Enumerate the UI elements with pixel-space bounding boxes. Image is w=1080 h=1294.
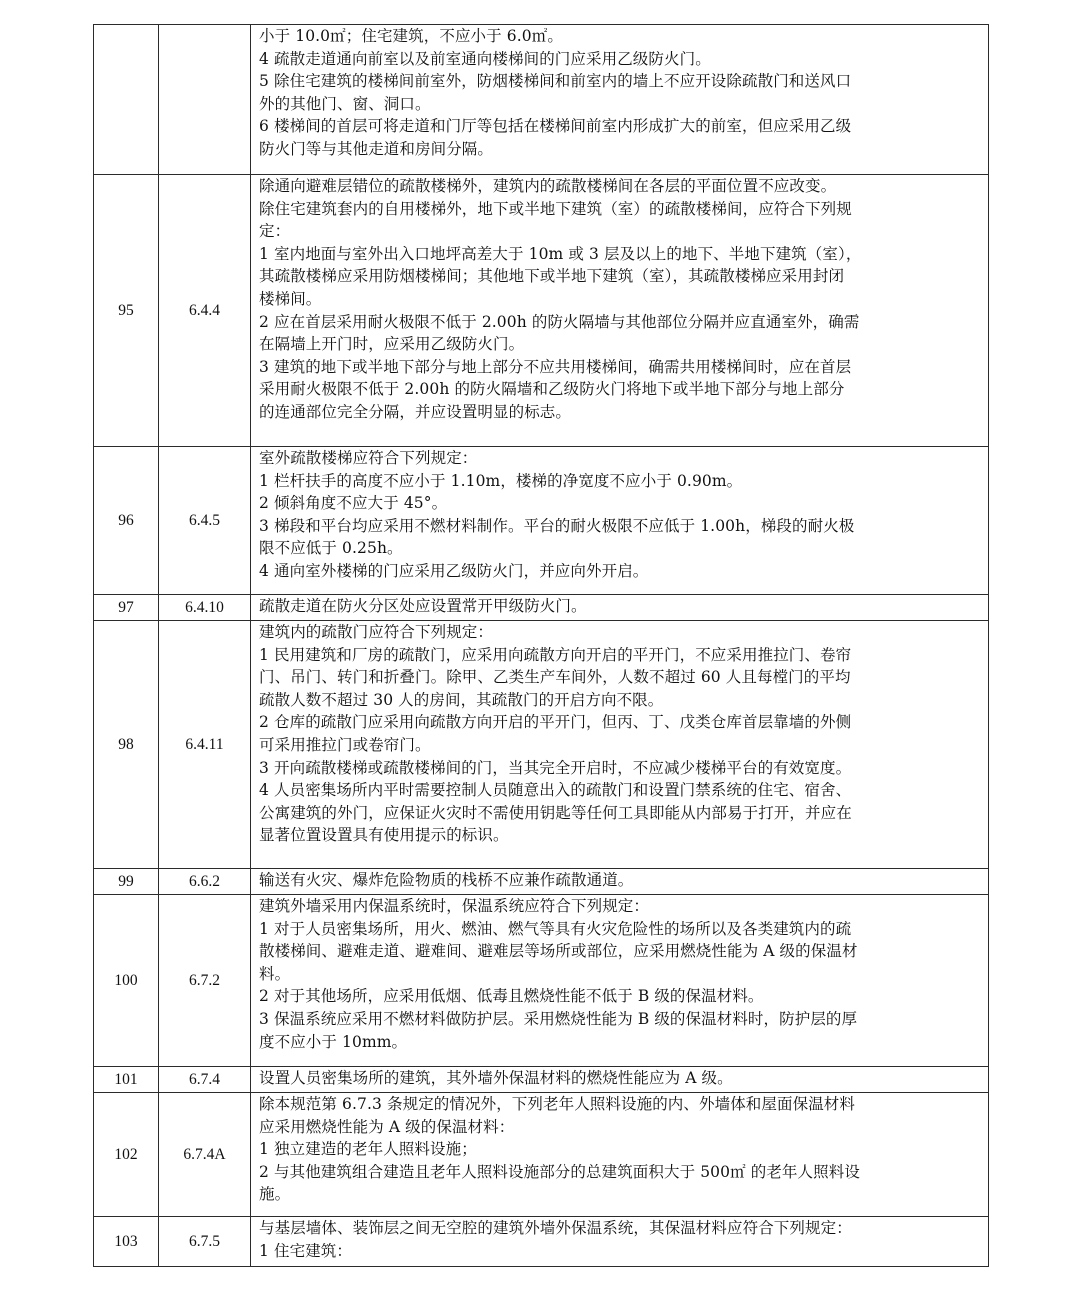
clause-content — [251, 1217, 989, 1267]
table-row — [94, 895, 989, 1067]
row-number: 96 — [94, 447, 159, 595]
content-line: 6 楼梯间的首层可将走道和门厅等包括在楼梯间前室内形成扩大的前室，但应采用乙级 — [259, 117, 852, 136]
content-line: 输送有火灾、爆炸危险物质的栈桥不应兼作疏散通道。 — [259, 871, 634, 889]
fire-code-table — [93, 24, 989, 1267]
clause-number: 6.7.4A — [159, 1093, 251, 1217]
clause-number: 6.7.4 — [159, 1067, 251, 1093]
content-line: 楼梯间。 — [259, 289, 322, 308]
content-line: 除本规范第 6.7.3 条规定的情况外，下列老年人照料设施的内、外墙体和屋面保温材料 — [259, 1095, 855, 1113]
content-line: 散楼梯间、避难走道、避难间、避难层等场所或部位，应采用燃烧性能为 A 级的保温材 — [259, 942, 858, 961]
clause-content — [251, 25, 989, 175]
content-line: 室外疏散楼梯应符合下列规定： — [259, 449, 478, 467]
clause-content — [251, 869, 989, 895]
clause-number — [159, 25, 251, 175]
row-number: 99 — [94, 869, 159, 895]
content-line: 的连通部位完全分隔，并应设置明显的标志。 — [259, 402, 572, 421]
content-line: 4 通向室外楼梯的门应采用乙级防火门，并应向外开启。 — [259, 561, 649, 580]
content-line: 1 对于人员密集场所，用火、燃油、燃气等具有火灾危险性的场所以及各类建筑内的疏 — [259, 919, 852, 938]
content-line: 1 室内地面与室外出入口地坪高差大于 10m 或 3 层及以上的地下、半地下建筑（室）， — [259, 244, 862, 263]
content-line: 采用耐火极限不低于 2.00h 的防火隔墙和乙级防火门将地下或半地下部分与地上部分 — [259, 380, 845, 399]
content-line: 4 人员密集场所内平时需要控制人员随意出入的疏散门和设置门禁系统的住宅、宿舍、 — [259, 781, 852, 800]
clause-content — [251, 175, 989, 447]
content-line: 除住宅建筑套内的自用楼梯外，地下或半地下建筑（室）的疏散楼梯间，应符合下列规 — [259, 199, 852, 218]
content-line: 3 建筑的地下或半地下部分与地上部分不应共用楼梯间，确需共用楼梯间时，应在首层 — [259, 357, 852, 376]
content-line: 应采用燃烧性能为 A 级的保温材料： — [259, 1117, 515, 1136]
clause-content — [251, 895, 989, 1067]
content-line: 与基层墙体、装饰层之间无空腔的建筑外墙外保温系统，其保温材料应符合下列规定： — [259, 1219, 852, 1237]
content-line: 限不应低于 0.25h。 — [259, 539, 403, 558]
clause-number: 6.7.2 — [159, 895, 251, 1067]
content-line: 除通向避难层错位的疏散楼梯外，建筑内的疏散楼梯间在各层的平面位置不应改变。 — [259, 177, 837, 195]
row-number: 102 — [94, 1093, 159, 1217]
clause-number: 6.4.4 — [159, 175, 251, 447]
content-line: 门、吊门、转门和折叠门。除甲、乙类生产车间外，人数不超过 60 人且每樘门的平均 — [259, 668, 851, 687]
content-line: 建筑内的疏散门应符合下列规定： — [259, 623, 494, 641]
content-line: 在隔墙上开门时，应采用乙级防火门。 — [259, 335, 525, 354]
content-line: 施。 — [259, 1185, 291, 1204]
row-number: 95 — [94, 175, 159, 447]
row-number — [94, 25, 159, 175]
table-row — [94, 621, 989, 869]
row-number: 97 — [94, 595, 159, 621]
table-row — [94, 869, 989, 895]
clause-number: 6.4.10 — [159, 595, 251, 621]
content-line: 3 开向疏散楼梯或疏散楼梯间的门，当其完全开启时，不应减少楼梯平台的有效宽度。 — [259, 758, 852, 777]
content-line: 1 独立建造的老年人照料设施； — [259, 1140, 477, 1159]
table-row — [94, 25, 989, 175]
content-line: 3 保温系统应采用不燃材料做防护层。采用燃烧性能为 B 级的保温材料时，防护层的厚 — [259, 1009, 858, 1028]
clause-number: 6.4.5 — [159, 447, 251, 595]
clause-number: 6.4.11 — [159, 621, 251, 869]
content-line: 显著位置设置具有使用提示的标识。 — [259, 826, 509, 845]
content-line: 5 除住宅建筑的楼梯间前室外，防烟楼梯间和前室内的墙上不应开设除疏散门和送风口 — [259, 72, 852, 91]
content-line: 可采用推拉门或卷帘门。 — [259, 735, 431, 754]
table-row — [94, 1067, 989, 1093]
row-number: 103 — [94, 1217, 159, 1267]
content-line: 1 民用建筑和厂房的疏散门，应采用向疏散方向开启的平开门，不应采用推拉门、卷帘 — [259, 645, 852, 664]
content-line: 3 梯段和平台均应采用不燃材料制作。平台的耐火极限不应低于 1.00h，梯段的耐火极 — [259, 516, 855, 535]
content-line: 疏散走道在防火分区处应设置常开甲级防火门。 — [259, 597, 587, 615]
content-line: 2 对于其他场所，应采用低烟、低毒且燃烧性能不低于 B 级的保温材料。 — [259, 987, 764, 1006]
content-line: 防火门等与其他走道和房间分隔。 — [259, 139, 494, 158]
row-number: 101 — [94, 1067, 159, 1093]
content-line: 4 疏散走道通向前室以及前室通向楼梯间的门应采用乙级防火门。 — [259, 49, 711, 68]
table-row — [94, 595, 989, 621]
row-number: 100 — [94, 895, 159, 1067]
content-line: 公寓建筑的外门，应保证火灾时不需使用钥匙等任何工具即能从内部易于打开，并应在 — [259, 803, 852, 822]
content-line: 小于 10.0㎡；住宅建筑，不应小于 6.0㎡。 — [259, 27, 563, 45]
content-line: 定： — [259, 222, 291, 241]
clause-number: 6.7.5 — [159, 1217, 251, 1267]
clause-number: 6.6.2 — [159, 869, 251, 895]
content-line: 2 倾斜角度不应大于 45°。 — [259, 494, 448, 513]
table-row — [94, 175, 989, 447]
content-line: 度不应小于 10mm。 — [259, 1032, 408, 1051]
clause-content — [251, 1067, 989, 1093]
table-row — [94, 1217, 989, 1267]
clause-content — [251, 447, 989, 595]
content-line: 其疏散楼梯应采用防烟楼梯间；其他地下或半地下建筑（室），其疏散楼梯应采用封闭 — [259, 267, 845, 286]
content-line: 疏散人数不超过 30 人的房间，其疏散门的开启方向不限。 — [259, 690, 664, 709]
content-line: 1 栏杆扶手的高度不应小于 1.10m，楼梯的净宽度不应小于 0.90m。 — [259, 471, 743, 490]
clause-content — [251, 621, 989, 869]
content-line: 外的其他门、窗、洞口。 — [259, 94, 431, 113]
content-line: 2 与其他建筑组合建造且老年人照料设施部分的总建筑面积大于 500㎡ 的老年人照料设 — [259, 1162, 860, 1181]
content-line: 料。 — [259, 964, 291, 983]
clause-content — [251, 595, 989, 621]
table-row — [94, 447, 989, 595]
row-number: 98 — [94, 621, 159, 869]
content-line: 1 住宅建筑： — [259, 1241, 352, 1260]
content-line: 2 仓库的疏散门应采用向疏散方向开启的平开门，但丙、丁、戊类仓库首层靠墙的外侧 — [259, 713, 852, 732]
content-line: 建筑外墙采用内保温系统时，保温系统应符合下列规定： — [259, 897, 650, 915]
content-line: 设置人员密集场所的建筑，其外墙外保温材料的燃烧性能应为 A 级。 — [259, 1069, 733, 1087]
clause-content — [251, 1093, 989, 1217]
table-row — [94, 1093, 989, 1217]
content-line: 2 应在首层采用耐火极限不低于 2.00h 的防火隔墙与其他部位分隔并应直通室外，确需 — [259, 312, 860, 331]
